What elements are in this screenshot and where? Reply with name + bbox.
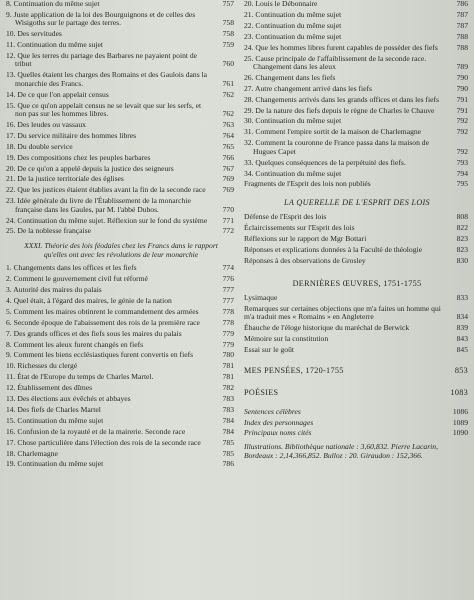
entry-number: 22. (6, 185, 18, 195)
illustration-credits: Illustrations. Bibliothèque nationale : 3,60,832. Pierre Lacarin, Bordeaux : 2,14,366,852. Bulloz : 20. Giraudon : 152,366. (244, 442, 438, 460)
entry-page: 758 (222, 29, 234, 39)
entry-page: 790 (456, 72, 468, 82)
entry-title: Comment les biens ecclésiastiques furent convertis en fiefs (13, 350, 194, 360)
toc-entry (244, 346, 470, 354)
querelle-list (244, 213, 470, 268)
toc-entry (6, 186, 236, 194)
toc-entry (6, 351, 236, 359)
entry-number: 1. (6, 263, 14, 273)
entry-page: 758 (222, 18, 234, 28)
entry-title: Confusion de la royauté et de la mairerie. Seconde race (17, 426, 186, 436)
toc-entry (244, 224, 470, 232)
toc-entry (244, 213, 470, 221)
entry-number: 31. (244, 127, 256, 137)
toc-entry (6, 91, 236, 99)
toc-entry (6, 197, 236, 214)
entry-page: 776 (222, 274, 234, 284)
entry-page: 787 (456, 9, 468, 19)
entry-title: Des compositions chez les peuples barbares (17, 152, 151, 162)
entry-number: 14. (6, 404, 18, 414)
entry-number: 13. (6, 70, 18, 80)
entry-number: 8. (6, 339, 14, 349)
toc-entry (6, 102, 236, 119)
entry-page: 808 (456, 212, 468, 222)
toc-entry (6, 428, 236, 436)
entry-title: Autre changement arrivé dans les fiefs (254, 83, 373, 93)
chapter-list-book-xxxi (6, 264, 236, 471)
toc-entry (244, 55, 470, 72)
entry-title: Comment l'empire sortit de la maison de Charlemagne (255, 127, 422, 137)
entry-number: 8. (6, 0, 14, 8)
entry-number: 24. (6, 215, 18, 225)
toc-entry (244, 305, 470, 322)
toc-entry (6, 175, 236, 183)
entry-number: 29. (244, 105, 256, 115)
entry-page: 786 (456, 0, 468, 8)
pensees-title: MES PENSÉES, 1720-1755 (244, 365, 344, 375)
entry-page: 767 (222, 163, 234, 173)
entry-number: 34. (244, 168, 256, 178)
right-column (244, 0, 470, 460)
entry-page: 786 (222, 459, 234, 469)
entry-title: Réponses et explications données à la Faculté de théologie (244, 245, 422, 255)
entry-number: 9. (6, 350, 14, 360)
toc-entry (6, 30, 236, 38)
entry-title: Mémoire sur la constitution (244, 333, 329, 343)
entry-page: 765 (222, 141, 234, 151)
entry-page: 791 (456, 94, 468, 104)
entry-title: Continuation du même sujet (17, 40, 103, 50)
entry-title: Du service militaire des hommes libres (17, 130, 137, 140)
entry-number: 5. (6, 306, 14, 316)
entry-title: État de l'Europe du temps de Charles Martel. (17, 372, 154, 382)
entry-page: 788 (456, 31, 468, 41)
toc-entry (244, 235, 470, 243)
toc-entry (244, 11, 470, 19)
entry-number: 7. (6, 328, 14, 338)
entry-number: 11. (6, 372, 18, 382)
entry-page: 760 (222, 59, 234, 69)
entry-title: Réponses à des observations de Grosley (244, 255, 366, 265)
entry-page: 845 (456, 344, 468, 354)
entry-page: 779 (222, 339, 234, 349)
toc-entry (244, 22, 470, 30)
entry-page: 778 (222, 306, 234, 316)
chapter-list-book-xxx (6, 0, 236, 238)
entry-page: 784 (222, 415, 234, 425)
entry-number: 19. (6, 152, 18, 162)
entry-title: Que ce qu'on appelait census ne se levait que sur les serfs, et non pas sur les hommes libres. (15, 100, 202, 118)
toc-entry (6, 439, 236, 447)
toc-entry (6, 165, 236, 173)
entry-title: Comment les maires obtinrent le commandement des armées (13, 306, 199, 316)
dernieres-list (244, 294, 470, 357)
entry-number: 33. (244, 157, 256, 167)
entry-number: 16. (6, 426, 18, 436)
entry-title: Continuation du même sujet (255, 20, 342, 30)
entry-number: 3. (6, 284, 14, 294)
entry-page: 792 (456, 116, 468, 126)
entry-title: Fragments de l'Esprit des lois non publiés (244, 179, 371, 189)
toc-entry (6, 41, 236, 49)
entry-number: 14. (6, 89, 18, 99)
entry-title: Éclaircissements sur l'Esprit des lois (244, 223, 355, 233)
entry-page: 830 (456, 255, 468, 265)
entry-title: Continuation du même sujet (255, 168, 342, 178)
back-matter-list (244, 408, 470, 441)
entry-page: 792 (456, 127, 468, 137)
chapter-list-book-xxxi-cont (244, 0, 470, 191)
toc-entry (6, 52, 236, 69)
book-xxxi-heading: XXXI. Théorie des lois féodales chez les Francs dans le rapport qu'elles ont avec les révolutions de leur monarchie (24, 241, 218, 259)
toc-entry (6, 121, 236, 129)
entry-number: 25. (244, 53, 256, 63)
entry-title: Continuation du même sujet (17, 415, 104, 425)
entry-number: 26. (244, 72, 256, 82)
entry-title: Cause principale de l'affaiblissement de la seconde race. Changement dans les aleux (253, 53, 427, 71)
toc-entry (6, 406, 236, 414)
toc-entry (6, 11, 236, 28)
entry-title: Défense de l'Esprit des lois (244, 212, 327, 222)
entry-page: 771 (222, 215, 234, 225)
entry-page: 783 (222, 404, 234, 414)
entry-page: 785 (222, 448, 234, 458)
entry-page: 823 (456, 234, 468, 244)
entry-title: Des fiefs de Charles Martel (17, 404, 101, 414)
entry-title: Sentences célèbres (244, 406, 301, 416)
toc-entry (6, 460, 236, 468)
entry-title: Que les terres du partage des Barbares ne payaient point de tribut (15, 51, 198, 69)
entry-title: Seconde époque de l'abaissement des rois de la première race (13, 317, 200, 327)
toc-entry (6, 362, 236, 370)
querelle-title: LA QUERELLE DE L'ESPRIT DES LOIS (284, 198, 430, 208)
entry-page: 1089 (452, 417, 468, 427)
toc-entry (244, 170, 470, 178)
toc-entry (6, 143, 236, 151)
toc-entry (6, 450, 236, 458)
entry-number: 12. (6, 51, 18, 61)
entry-title: Essai sur le goût (244, 344, 294, 354)
entry-page: 770 (222, 204, 234, 214)
entry-page: 779 (222, 328, 234, 338)
entry-title: Juste application de la loi des Bourguignons et de celles des Wisigoths sur le partage des terres. (13, 9, 196, 28)
entry-page: 788 (456, 42, 468, 52)
entry-page: 791 (456, 105, 468, 115)
entry-number: 22. (244, 20, 256, 30)
toc-entry (244, 257, 470, 265)
toc-entry (6, 308, 236, 316)
toc-entry (244, 429, 470, 437)
toc-entry (6, 217, 236, 225)
entry-title: De la noblesse française (17, 226, 91, 236)
entry-title: Comment le gouvernement civil fut réformé (13, 274, 148, 284)
entry-page: 1086 (452, 406, 468, 416)
toc-entry (244, 419, 470, 427)
toc-entry (6, 297, 236, 305)
entry-page: 762 (222, 108, 234, 118)
toc-entry (244, 96, 470, 104)
entry-page: 763 (222, 119, 234, 129)
entry-title: Établissement des dîmes (17, 383, 93, 393)
left-column (6, 0, 236, 471)
toc-entry (244, 180, 470, 188)
entry-number: 2. (6, 274, 14, 284)
entry-page: 783 (222, 394, 234, 404)
entry-title: Des grands offices et des fiefs sous les maires du palais (13, 328, 182, 338)
dernieres-title: DERNIÈRES ŒUVRES, 1751-1755 (292, 278, 422, 288)
entry-title: Continuation du même sujet (255, 31, 342, 41)
toc-entry (244, 294, 470, 302)
entry-number: 15. (6, 415, 18, 425)
entry-page: 795 (456, 179, 468, 189)
entry-title: Comment la couronne de France passa dans la maison de Hugues Capet (253, 138, 429, 156)
entry-title: Changements arrivés dans les grands offices et dans les fiefs (255, 94, 439, 104)
entry-page: 787 (456, 20, 468, 30)
entry-title: De ce que l'on appelait census (17, 89, 109, 99)
entry-title: Autorité des maires du palais (13, 284, 102, 294)
entry-title: De la justice territoriale des églises (17, 174, 124, 184)
poesies-entry (244, 389, 470, 397)
entry-title: De la nature des fiefs depuis le règne de Charles le Chauve (255, 105, 435, 115)
entry-page: 793 (456, 157, 468, 167)
toc-entry (6, 71, 236, 88)
toc-entry (6, 275, 236, 283)
entry-page: 789 (456, 61, 468, 71)
entry-title: Continuation du même sujet (13, 0, 100, 8)
entry-page: 782 (222, 383, 234, 393)
entry-title: Changements dans les offices et les fiefs (13, 263, 137, 273)
entry-page: 762 (222, 89, 234, 99)
poesies-page: 1083 (450, 388, 468, 398)
pensees-page: 853 (454, 365, 468, 375)
toc-entry (244, 85, 470, 93)
toc-entry (244, 128, 470, 136)
entry-number: 32. (244, 138, 256, 148)
entry-page: 833 (456, 292, 468, 302)
toc-entry (6, 0, 236, 8)
entry-title: Que les hommes libres furent capables de posséder des fiefs (255, 42, 438, 52)
entry-title: Continuation du même sujet (17, 459, 104, 469)
entry-title: Continuation du même sujet (255, 116, 342, 126)
toc-entry (244, 159, 470, 167)
entry-number: 13. (6, 394, 18, 404)
entry-page: 781 (222, 361, 234, 371)
toc-entry (244, 324, 470, 332)
entry-title: Lysimaque (244, 292, 278, 302)
entry-number: 27. (244, 83, 255, 93)
entry-number: 6. (6, 317, 14, 327)
toc-entry (244, 44, 470, 52)
entry-page: 764 (222, 130, 234, 140)
toc-entry (244, 335, 470, 343)
toc-entry (6, 417, 236, 425)
entry-number: 16. (6, 119, 18, 129)
entry-number: 20. (244, 0, 256, 8)
entry-page: 843 (456, 333, 468, 343)
entry-number: 23. (6, 196, 18, 206)
entry-number: 18. (6, 141, 18, 151)
entry-title: Idée générale du livre de l'Établissement de la monarchie française dans les Gaules, par M. l'abbé Dubos. (15, 196, 191, 214)
entry-page: 785 (222, 437, 234, 447)
entry-page: 761 (222, 78, 234, 88)
entry-number: 15. (6, 100, 18, 110)
entry-number: 28. (244, 94, 256, 104)
toc-entry (244, 117, 470, 125)
entry-title: Des servitudes (17, 29, 62, 39)
entry-page: 839 (456, 323, 468, 333)
entry-page: 1090 (452, 428, 468, 438)
entry-title: Principaux noms cités (244, 428, 312, 438)
entry-number: 17. (6, 437, 18, 447)
entry-page: 823 (456, 245, 468, 255)
entry-number: 11. (6, 40, 18, 50)
entry-title: Quelques conséquences de la perpétuité des fiefs. (255, 157, 406, 167)
entry-title: Ébauche de l'éloge historique du maréchal de Berwick (244, 323, 410, 333)
entry-title: Index des personnages (244, 417, 314, 427)
entry-title: Quelles étaient les charges des Romains et des Gaulois dans la monarchie des Francs. (15, 70, 208, 88)
entry-number: 10. (6, 29, 18, 39)
entry-number: 4. (6, 295, 14, 305)
entry-title: Richesses du clergé (17, 361, 78, 371)
entry-title: Changement dans les fiefs (255, 72, 336, 82)
entry-page: 790 (456, 83, 468, 93)
toc-entry (6, 319, 236, 327)
toc-entry (6, 330, 236, 338)
entry-number: 21. (244, 9, 256, 19)
entry-number: 30. (244, 116, 256, 126)
entry-title: Continuation du même sujet (255, 9, 342, 19)
entry-number: 23. (244, 31, 256, 41)
entry-number: 12. (6, 383, 18, 393)
toc-entry (244, 408, 470, 416)
entry-page: 780 (222, 350, 234, 360)
entry-title: Des leudes ou vassaux (17, 119, 86, 129)
toc-entry (6, 395, 236, 403)
toc-entry (244, 246, 470, 254)
toc-entry (244, 33, 470, 41)
entry-page: 834 (456, 312, 468, 322)
entry-title: Quel était, à l'égard des maires, le génie de la nation (13, 295, 172, 305)
toc-entry (6, 154, 236, 162)
toc-entry (6, 373, 236, 381)
entry-number: 24. (244, 42, 256, 52)
entry-page: 769 (222, 185, 234, 195)
entry-page: 766 (222, 152, 234, 162)
entry-page: 784 (222, 426, 234, 436)
toc-entry (244, 74, 470, 82)
toc-entry (244, 139, 470, 156)
entry-number: 21. (6, 174, 18, 184)
toc-entry (244, 0, 470, 8)
entry-number: 19. (6, 459, 18, 469)
entry-title: Réflexions sur le rapport de Mgr Bottari (244, 234, 367, 244)
entry-title: De ce qu'on a appelé depuis la justice des seigneurs (17, 163, 174, 173)
entry-number: 18. (6, 448, 18, 458)
entry-number: 10. (6, 361, 18, 371)
entry-title: Chose particulière dans l'élection des rois de la seconde race (17, 437, 201, 447)
toc-entry (6, 341, 236, 349)
entry-page: 777 (222, 295, 234, 305)
entry-page: 759 (222, 40, 234, 50)
pensees-entry (244, 367, 470, 375)
entry-page: 772 (222, 226, 234, 236)
entry-page: 781 (222, 372, 234, 382)
entry-title: Continuation du même sujet. Réflexion sur le fond du système (17, 215, 208, 225)
entry-page: 792 (456, 146, 468, 156)
entry-title: Comment les aleux furent changés en fiefs (13, 339, 144, 349)
entry-title: Remarques sur certaines objections que m'a faites un homme qui m'a traduit mes « Romains » en Angleterre (244, 303, 441, 322)
entry-page: 822 (456, 223, 468, 233)
entry-number: 25. (6, 226, 18, 236)
toc-entry (6, 132, 236, 140)
entry-number: 20. (6, 163, 18, 173)
entry-title: Charlemagne (17, 448, 58, 458)
entry-page: 778 (222, 317, 234, 327)
entry-number: 9. (6, 9, 14, 19)
toc-entry (6, 384, 236, 392)
entry-page: 774 (222, 263, 234, 273)
entry-title: Que les justices étaient établies avant la fin de la seconde race (17, 185, 206, 195)
poesies-title: POÉSIES (244, 388, 279, 398)
toc-entry (6, 286, 236, 294)
entry-page: 794 (456, 168, 468, 178)
entry-page: 769 (222, 174, 234, 184)
toc-entry (6, 227, 236, 235)
entry-title: Des élections aux évêchés et abbayes (17, 394, 131, 404)
toc-entry (244, 107, 470, 115)
toc-entry (6, 264, 236, 272)
entry-number: 17. (6, 130, 18, 140)
entry-title: Louis le Débonnaire (255, 0, 318, 8)
entry-page: 757 (222, 0, 234, 8)
entry-page: 777 (222, 284, 234, 294)
entry-title: Du double service (17, 141, 73, 151)
